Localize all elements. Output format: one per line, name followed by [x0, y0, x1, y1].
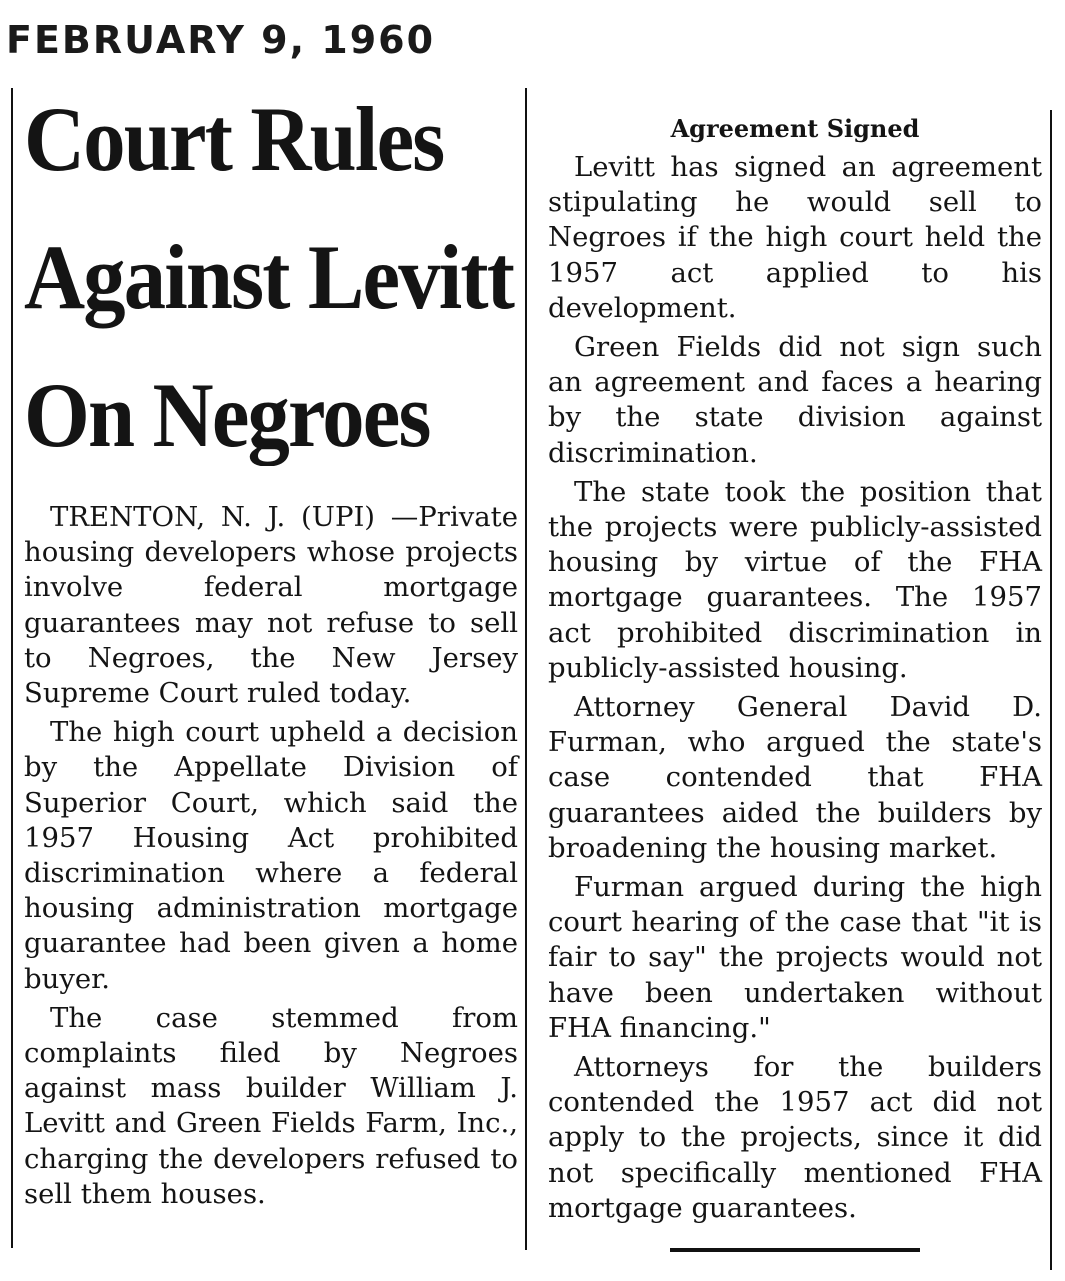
- left-border-rule: [11, 88, 13, 1248]
- headline-line-2: Against Levitt: [24, 226, 514, 328]
- headline-line-1: Court Rules: [24, 88, 444, 190]
- paragraph: Furman argued during the high court hearing of the case that "it is fair to say" the projects would not have been undertaken without FHA financing.": [548, 871, 1042, 1044]
- headline: [24, 70, 521, 484]
- subhead: Agreement Signed: [670, 114, 920, 143]
- paragraph: Attorney General David D. Furman, who argued the state's case contended that FHA guarantees aided the builders by broadening the housing market.: [548, 691, 1042, 864]
- right-column: [548, 114, 1042, 1252]
- paragraph: The state took the position that the projects were publicly-assisted housing by virtue of the FHA mortgage guarantees. The 1957 act prohibited discrimination in publicly-assisted housing.: [548, 475, 1042, 684]
- paragraph: Attorneys for the builders contended the 1957 act did not apply to the projects, since it did not specifically mentioned FHA mortgage guarantees.: [548, 1051, 1042, 1224]
- column-divider-rule: [525, 88, 527, 1250]
- headline-line-3: On Negroes: [24, 364, 430, 466]
- dateline: FEBRUARY 9, 1960: [6, 18, 436, 62]
- right-border-rule: [1050, 110, 1052, 1270]
- paragraph: Levitt has signed an agreement stipulating he would sell to Negroes if the high court held the 1957 act applied to his development.: [548, 151, 1042, 324]
- paragraph: Green Fields did not sign such an agreement and faces a hearing by the state division against discrimination.: [548, 331, 1042, 469]
- paragraph: TRENTON, N. J. (UPI) —Private housing developers whose projects involve federal mortgage guarantees may not refuse to sell to Negroes, the New Jersey Supreme Court ruled today.: [24, 501, 518, 710]
- end-rule: [670, 1248, 920, 1252]
- left-column: [24, 70, 518, 1216]
- paragraph: The high court upheld a decision by the Appellate Division of Superior Court, which said the 1957 Housing Act prohibited discrimination where a federal housing administration mortgage guarantee had been given a home buyer.: [24, 716, 518, 995]
- paragraph: The case stemmed from complaints filed by Negroes against mass builder William J. Levitt and Green Fields Farm, Inc., charging the developers refused to sell them houses.: [24, 1001, 518, 1210]
